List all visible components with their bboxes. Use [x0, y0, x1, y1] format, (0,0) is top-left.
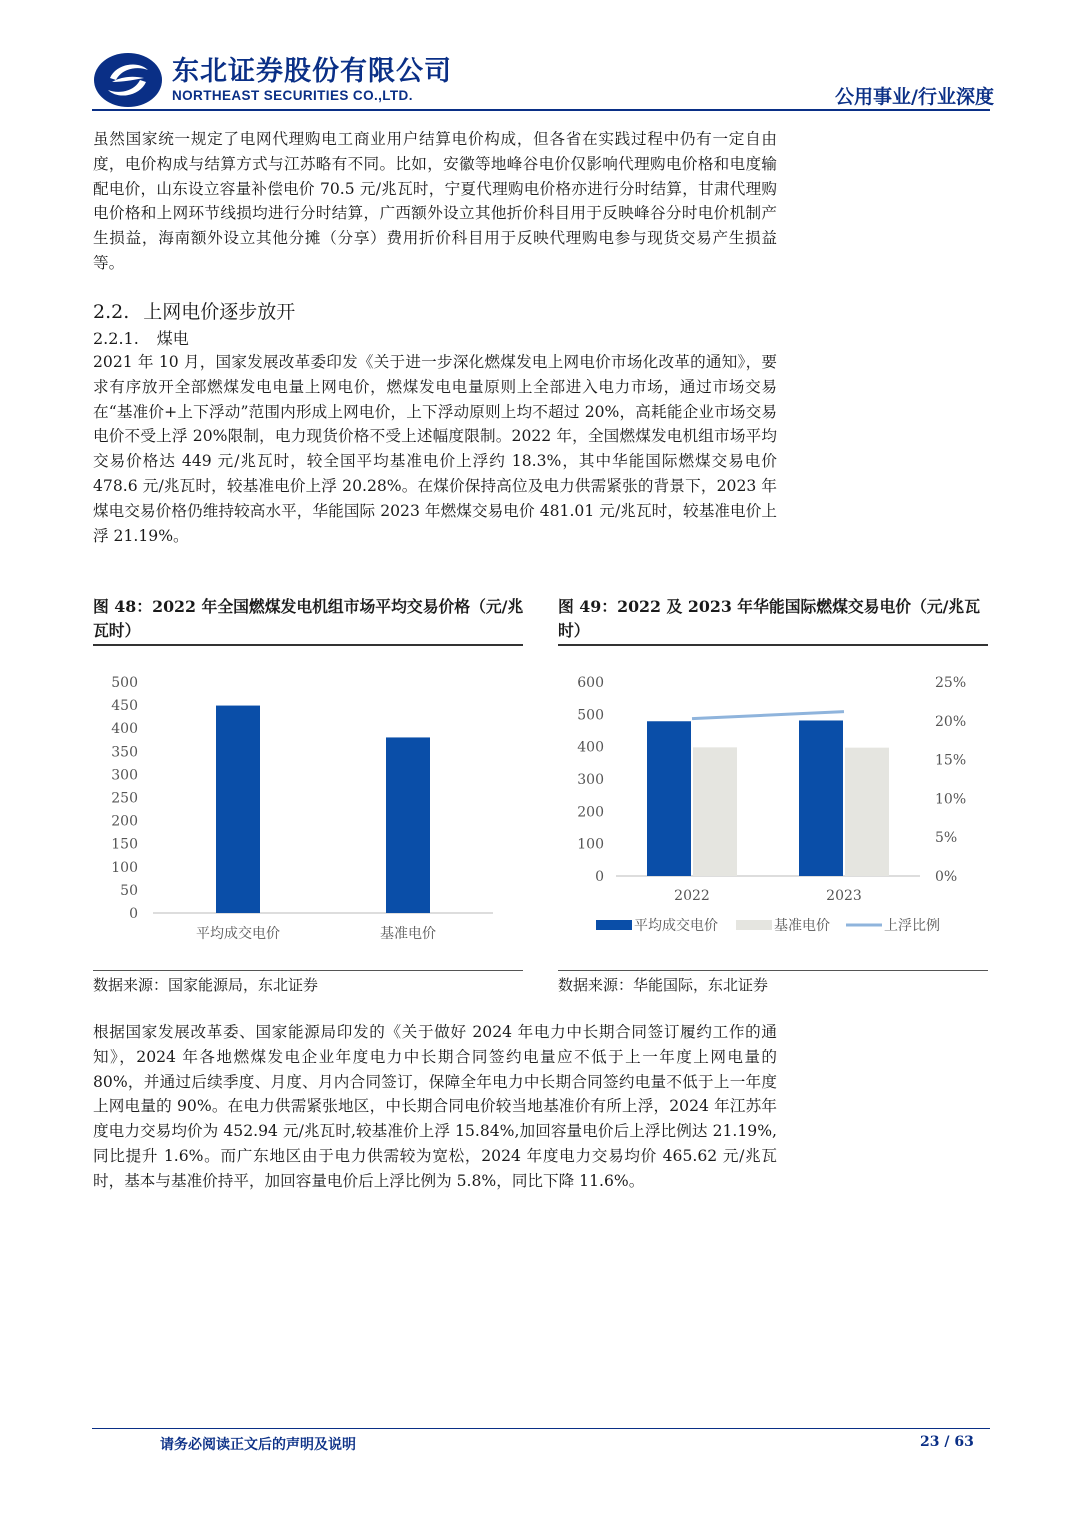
subsection-number: 2.2.1. — [93, 329, 139, 348]
x-tick-label: 平均成交电价 — [196, 926, 280, 942]
subsection-title: 煤电 — [156, 329, 189, 348]
y-tick-label: 0 — [595, 869, 604, 885]
section-heading — [93, 297, 295, 324]
y-tick-label: 600 — [577, 675, 604, 691]
footer-disclaimer: 请务必阅读正文后的声明及说明 — [160, 1437, 356, 1453]
x-tick-label: 2023 — [826, 888, 862, 904]
y-tick-label: 250 — [111, 790, 138, 807]
bar — [386, 737, 430, 913]
subsection-heading — [93, 326, 189, 349]
figure-48-source: 数据来源：国家能源局，东北证券 — [93, 976, 319, 994]
bar-base — [845, 748, 889, 876]
y-tick-label: 200 — [111, 813, 138, 830]
bar-base — [693, 747, 737, 876]
bar-avg — [799, 720, 843, 876]
y-tick-label: 100 — [577, 836, 604, 853]
report-category: 公用事业/行业深度 — [835, 86, 994, 108]
y2-tick-label: 15% — [935, 752, 967, 769]
paragraph-1: 虽然国家统一规定了电网代理购电工商业用户结算电价构成，但各省在实践过程中仍有一定自由度，电价构成与结算方式与江苏略有不同。比如，安徽等地峰谷电价仅影响代理购电价格和电度输配电价，山东设立容量补偿电价 70.5 元/兆瓦时，宁夏代理购电价格亦进行分时结算，甘肃代理购电价格和上网环节线损均进行分时结算，广西额外设立其他折价科目用于反映峰谷分时电价机制产生损益，海南额外设立其他分摊（分享）费用折价科目用于反映代理购电参与现货交易产生损益等。 — [93, 130, 777, 272]
figure-49-bottom-rule — [558, 970, 988, 971]
y-tick-label: 150 — [111, 836, 138, 853]
legend-label: 平均成交电价 — [634, 918, 718, 934]
y-tick-label: 300 — [111, 767, 138, 784]
footer-divider — [92, 1428, 990, 1429]
company-name-en: NORTHEAST SECURITIES CO.,LTD. — [172, 88, 413, 103]
figure-49-chart — [558, 660, 988, 950]
company-logo — [92, 50, 452, 110]
legend-swatch — [596, 920, 632, 930]
y-tick-label: 450 — [111, 698, 138, 715]
bar-avg — [647, 721, 691, 876]
figure-49-source: 数据来源：华能国际，东北证券 — [558, 976, 769, 994]
y-tick-label: 400 — [577, 739, 604, 756]
header-divider — [92, 109, 990, 111]
figure-49-top-rule — [558, 644, 988, 646]
y-tick-label: 50 — [120, 882, 138, 899]
x-tick-label: 2022 — [674, 888, 710, 904]
y-tick-label: 350 — [111, 744, 138, 761]
y2-tick-label: 5% — [935, 830, 958, 847]
y-tick-label: 500 — [111, 675, 138, 691]
figure-49-title: 图 49：2022 及 2023 年华能国际燃煤交易电价（元/兆瓦时） — [558, 597, 981, 640]
y-tick-label: 500 — [577, 707, 604, 724]
y-tick-label: 200 — [577, 804, 604, 821]
series-line-float — [692, 712, 844, 719]
y2-tick-label: 0% — [935, 869, 958, 885]
y-tick-label: 400 — [111, 721, 138, 738]
y2-tick-label: 25% — [935, 675, 967, 691]
legend-swatch — [736, 920, 772, 930]
figure-48-title: 图 48：2022 年全国燃煤发电机组市场平均交易价格（元/兆瓦时） — [93, 597, 524, 640]
paragraph-3: 根据国家发展改革委、国家能源局印发的《关于做好 2024 年电力中长期合同签订履约工作的通知》，2024 年各地燃煤发电企业年度电力中长期合同签约电量应不低于上一年度上网电量的 80%，并通过后续季度、月度、月内合同签订，保障全年电力中长期合同签约电量不低于上一年度上网电量的 90%。在电力供需紧张地区，中长期合同电价较当地基准价有所上浮，2024 年江苏年度电力交易均价为 452.94 元/兆瓦时,较基准价上浮 15.84%,加回容量电价后上浮比例达 21.19%,同比提升 1.6%。而广东地区由于电力供需较为宽松，2024 年度电力交易均价 465.62 元/兆瓦时，基本与基准价持平，加回容量电价后上浮比例为 5.8%，同比下降 11.6%。 — [93, 1023, 777, 1190]
y-tick-label: 0 — [129, 906, 138, 922]
company-name-cn: 东北证券股份有限公司 — [172, 56, 452, 87]
figure-48-top-rule — [93, 644, 523, 646]
company-logo-icon — [92, 50, 164, 110]
legend-label: 基准电价 — [774, 918, 830, 934]
x-tick-label: 基准电价 — [380, 926, 436, 942]
bar — [216, 706, 260, 913]
page-number: 23 / 63 — [920, 1434, 974, 1450]
y-tick-label: 100 — [111, 859, 138, 876]
y-tick-label: 300 — [577, 772, 604, 788]
section-number: 2.2. — [93, 301, 130, 323]
figure-48-chart — [93, 660, 523, 950]
section-title: 上网电价逐步放开 — [143, 301, 296, 323]
figure-48-bottom-rule — [93, 970, 523, 971]
y2-tick-label: 20% — [935, 713, 967, 730]
legend-label: 上浮比例 — [884, 918, 940, 934]
paragraph-2: 2021 年 10 月，国家发展改革委印发《关于进一步深化燃煤发电上网电价市场化改革的通知》，要求有序放开全部燃煤发电电量上网电价，燃煤发电电量原则上全部进入电力市场，通过市场交易在“基准价+上下浮动”范围内形成上网电价，上下浮动原则上均不超过 20%，高耗能企业市场交易电价不受上浮 20%限制，电力现货价格不受上述幅度限制。2022 年，全国燃煤发电机组市场平均交易价格达 449 元/兆瓦时，较全国平均基准电价上浮约 18.3%，其中华能国际燃煤交易电价 478.6 元/兆瓦时，较基准电价上浮 20.28%。在煤价保持高位及电力供需紧张的背景下，2023 年煤电交易价格仍维持较高水平，华能国际 2023 年燃煤交易电价 481.01 元/兆瓦时，较基准电价上浮 21.19%。 — [93, 353, 777, 545]
y2-tick-label: 10% — [935, 791, 967, 808]
